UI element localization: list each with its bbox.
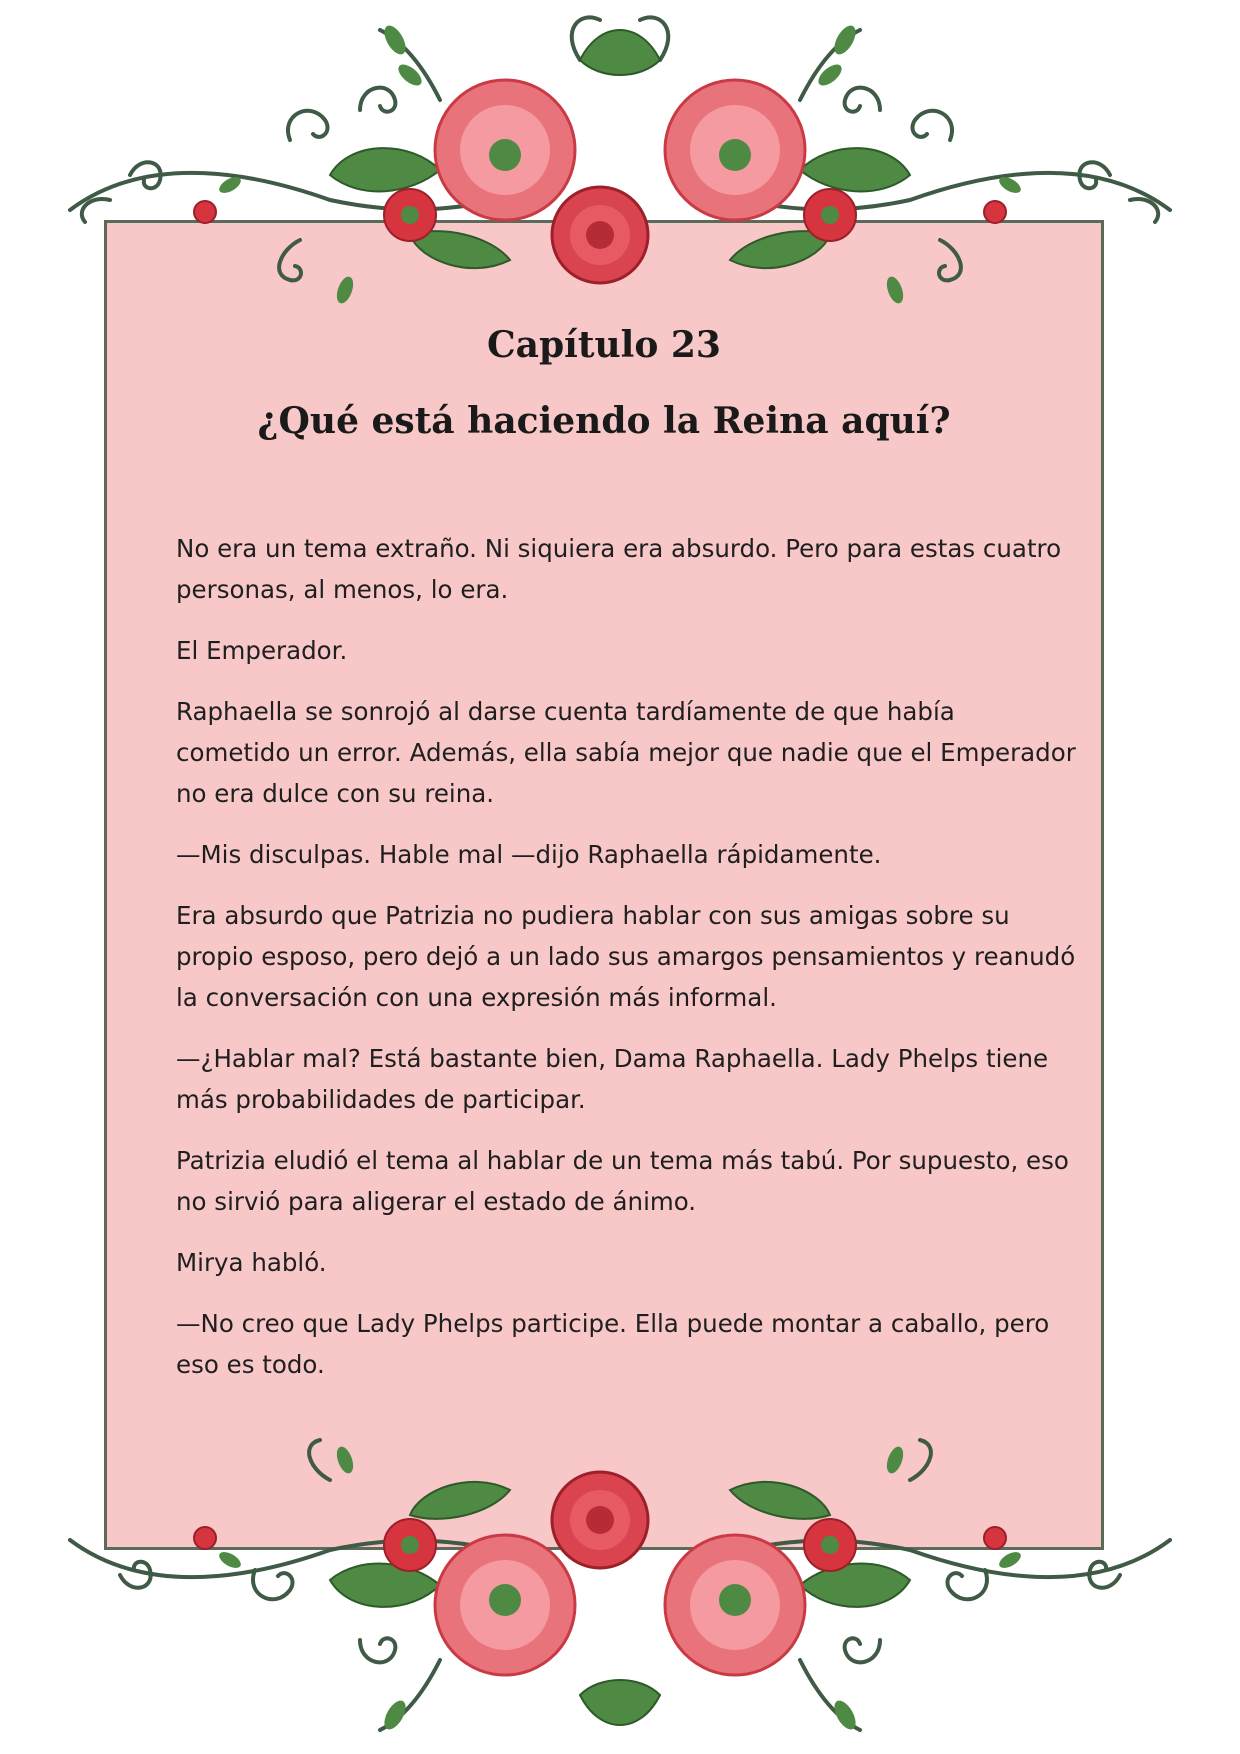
chapter-body: [176, 528, 1076, 1405]
paragraph: El Emperador.: [176, 636, 348, 665]
paragraph: Patrizia eludió el tema al hablar de un tema más tabú. Por supuesto, eso no sirvió para aligerar el estado de ánimo.: [176, 1146, 1069, 1216]
paragraph: —¿Hablar mal? Está bastante bien, Dama Raphaella. Lady Phelps tiene más probabilidades de participar.: [176, 1044, 1049, 1114]
paragraph: —Mis disculpas. Hable mal —dijo Raphaella rápidamente.: [176, 840, 882, 869]
chapter-header: [104, 320, 1104, 446]
top-floral-ornament-icon: [0, 0, 1240, 340]
paragraph: —No creo que Lady Phelps participe. Ella puede montar a caballo, pero eso es todo.: [176, 1309, 1050, 1379]
paragraph: Era absurdo que Patrizia no pudiera hablar con sus amigas sobre su propio esposo, pero dejó a un lado sus amargos pensamientos y reanudó la conversación con una expresión más informal.: [176, 901, 1076, 1012]
paragraph: Raphaella se sonrojó al darse cuenta tardíamente de que había cometido un error. Además, ella sabía mejor que nadie que el Emperador no era dulce con su reina.: [176, 697, 1076, 808]
chapter-title: ¿Qué está haciendo la Reina aquí?: [257, 400, 951, 442]
bottom-floral-ornament-icon: [0, 1410, 1240, 1754]
chapter-number: Capítulo 23: [487, 324, 721, 366]
paragraph: No era un tema extraño. Ni siquiera era absurdo. Pero para estas cuatro personas, al menos, lo era.: [176, 534, 1062, 604]
paragraph: Mirya habló.: [176, 1248, 327, 1277]
